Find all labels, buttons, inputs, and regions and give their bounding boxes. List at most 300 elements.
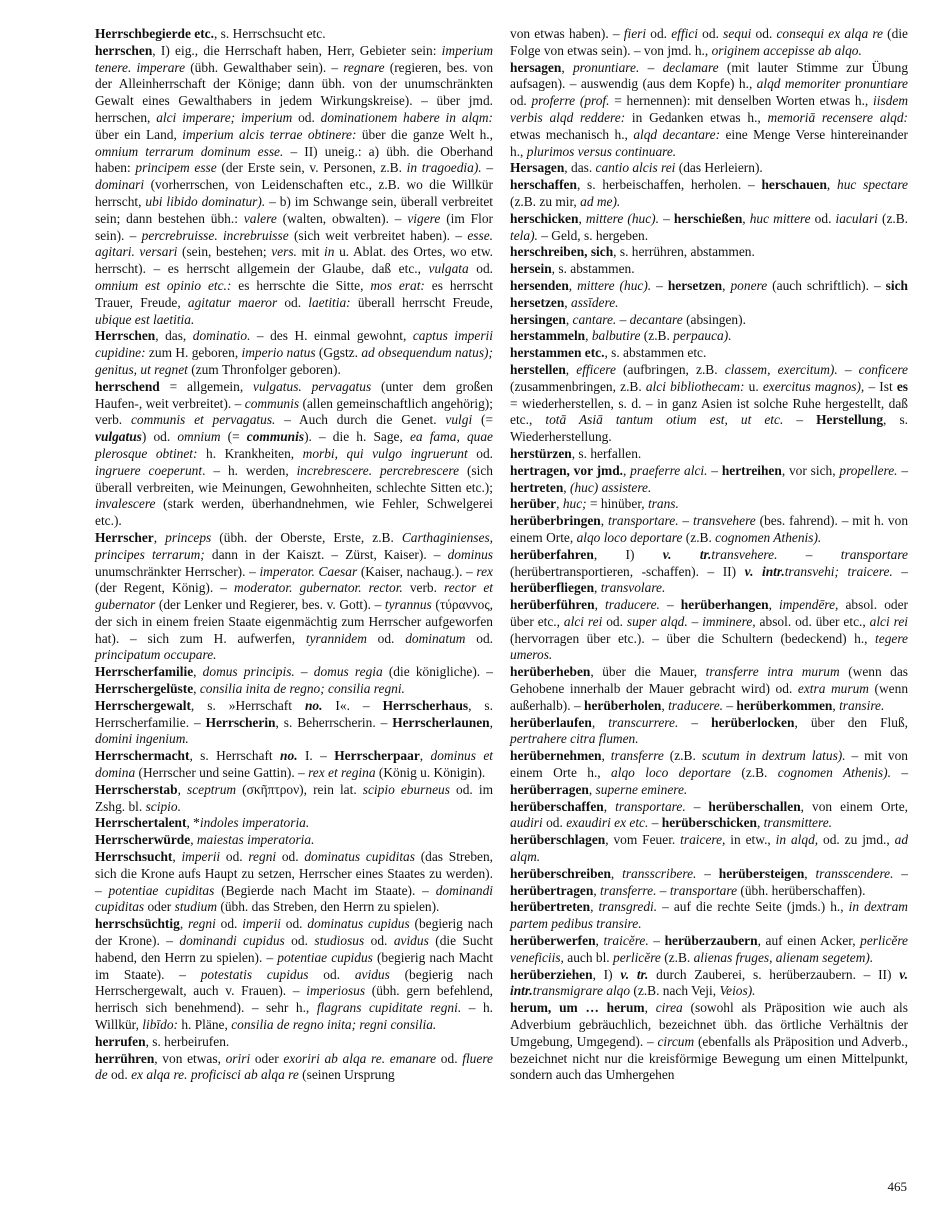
entry-text: – Geld, s. hergeben.	[537, 227, 649, 243]
entry-text: (stark werden, überhandnehmen, wie Fehler, Schwelgerei etc.).	[95, 496, 493, 529]
headword: herüberragen	[510, 781, 589, 797]
entry-text: ,	[193, 664, 203, 680]
entry-text: zum H. geboren,	[145, 345, 242, 361]
dictionary-entry	[510, 799, 908, 833]
entry-text: . – h. werden,	[202, 462, 297, 478]
entry-text: –	[648, 815, 662, 831]
entry-text: –	[687, 613, 703, 629]
entry-text: imperium tenere. imperare	[95, 42, 493, 75]
entry-text: dominatus cupiditas	[304, 849, 415, 865]
entry-text: (übh. das Streben, den Herrn zu spielen).	[217, 899, 440, 915]
headword: no.	[280, 748, 298, 764]
headword: herüberheben	[510, 664, 591, 680]
entry-text: vers.	[271, 244, 297, 260]
headword: Herrschen	[95, 328, 156, 344]
entry-text: (z.B.	[663, 748, 702, 764]
entry-text: ,	[594, 580, 601, 596]
entry-text: über ein Land,	[95, 126, 183, 142]
entry-text: –	[893, 865, 908, 881]
dictionary-entry	[95, 782, 493, 816]
entry-text: Veios).	[719, 983, 756, 999]
entry-text: –	[651, 277, 668, 293]
headword: hertragen, vor jmd.	[510, 462, 623, 478]
entry-text: ponere	[730, 277, 768, 293]
entry-text: perlicĕre veneficiis,	[510, 933, 908, 965]
entry-text: ex alqa re. proficisci ab alqa re	[131, 1067, 299, 1083]
headword: hertreihen	[721, 462, 782, 478]
entry-text: (huc) assistere.	[570, 479, 652, 495]
entry-text: , I)	[593, 546, 663, 562]
dictionary-entry	[510, 26, 908, 60]
entry-text: (im Flor sein). –	[95, 210, 493, 243]
entry-text: tyrannidem	[305, 630, 367, 646]
entry-text: moderator. gubernator. rector.	[234, 580, 403, 596]
entry-text: ,	[826, 177, 838, 193]
headword: no.	[304, 697, 323, 713]
entry-text: vulgi	[445, 412, 473, 428]
entry-text: (z.B. zu mir,	[510, 193, 581, 209]
headword: herrühren	[95, 1050, 155, 1066]
entry-text: transscendere.	[815, 865, 894, 881]
entry-text: mit	[296, 244, 325, 260]
entry-text: u.	[744, 378, 763, 394]
entry-text: mos erat:	[370, 277, 425, 293]
entry-text: balbutire	[591, 328, 641, 344]
headword: herüberlocken	[711, 714, 795, 730]
entry-text: unumschränkter Herrscher). –	[95, 563, 260, 579]
entry-text: huc spectare	[837, 177, 908, 193]
entry-text: ,	[563, 479, 570, 495]
headword: herüberschlagen	[510, 832, 606, 848]
entry-text: avidus	[354, 966, 390, 982]
entry-text: sceptrum	[187, 781, 237, 797]
entry-text: (übh. gern befehlend, herrisch sich benehmend). – sehr h.,	[95, 983, 493, 1016]
headword: Herstellung	[816, 412, 884, 428]
entry-text: regni	[188, 916, 216, 932]
dictionary-entry	[510, 597, 908, 664]
entry-text: proferre (prof.	[531, 93, 610, 109]
entry-text: imperator. Caesar	[259, 563, 358, 579]
entry-text: studium	[174, 899, 218, 915]
entry-text: transvehi; traicere.	[784, 563, 893, 579]
text-column-right	[510, 26, 908, 1084]
dictionary-entry	[95, 26, 493, 43]
entry-text: (der Erste sein, v. Personen, z.B.	[216, 160, 407, 176]
entry-text: od.	[810, 210, 836, 226]
entry-text: impendēre,	[779, 597, 839, 613]
entry-text: valere	[243, 210, 277, 226]
entry-text: –	[696, 865, 719, 881]
dictionary-entry	[95, 815, 493, 832]
entry-text: transferre.	[600, 882, 657, 898]
entry-text: principem esse	[135, 160, 217, 176]
entry-text: (der Lenker und Regierer, bes. v. Gott). –	[155, 597, 385, 613]
entry-text: (bes. fahrend). – mit h. von einem Orte,	[510, 513, 909, 545]
entry-text: , s. herfallen.	[571, 445, 642, 461]
entry-text: indoles imperatoria.	[199, 815, 310, 831]
entry-text: totā Asiā tantum otium est, ut etc.	[545, 412, 784, 428]
entry-text: imperiosus	[306, 983, 366, 999]
entry-text: od.	[510, 93, 532, 109]
entry-text: (σκῆπτρον), rein lat.	[236, 781, 363, 797]
headword: Herrschertalent	[95, 815, 187, 831]
headword: Herrschergewalt	[95, 697, 191, 713]
entry-text: dominationem habere in alqm:	[320, 109, 493, 125]
entry-text: , s. abstammen etc.	[604, 345, 707, 361]
entry-text: (seinen Ursprung	[298, 1067, 395, 1083]
entry-text: –	[723, 697, 737, 713]
dictionary-entry	[510, 160, 908, 177]
entry-text: od.	[646, 26, 672, 41]
entry-text: , s. herbeirufen.	[145, 1033, 230, 1049]
entry-text: (z.B. nach Veji,	[630, 983, 720, 999]
entry-text: od.	[465, 630, 493, 646]
entry-text: I«. –	[322, 697, 383, 713]
headword: v. tr.	[662, 546, 712, 562]
entry-text: , das.	[564, 160, 596, 176]
entry-text: (Begierde nach Macht im Staate). –	[214, 882, 436, 898]
entry-text: = allgemein,	[159, 378, 254, 394]
headword: herschießen	[673, 210, 743, 226]
entry-text: declamare	[662, 59, 719, 75]
entry-text: ingruere coeperunt	[95, 462, 203, 478]
headword: herüberwerfen	[510, 933, 596, 949]
entry-text: studiosus	[314, 933, 365, 949]
entry-text: –	[639, 59, 663, 75]
headword: herschaffen	[510, 177, 577, 193]
headword: herstammeln	[510, 328, 586, 344]
entry-text: ,	[588, 781, 596, 797]
entry-text: –	[685, 798, 709, 814]
headword: herüberzaubern	[664, 933, 758, 949]
entry-text: (übh. herüberschaffen).	[737, 882, 866, 898]
entry-text: (mit lauter Stimme zur Übung aufsagen). – auswendig (aus dem Kopfe) h.,	[510, 59, 909, 92]
entry-text: consequi ex alqa re	[776, 26, 883, 41]
entry-text: alqo loco deportare	[576, 529, 683, 545]
entry-text: ,	[593, 882, 601, 898]
entry-text: (übh. Gewalthaber sein). –	[185, 59, 344, 75]
entry-text: increbrescere. percrebrescere	[296, 462, 460, 478]
dictionary-entry	[510, 832, 908, 866]
entry-text: , s. »Herrschaft	[190, 697, 305, 713]
dictionary-entry	[95, 530, 493, 664]
dictionary-entry	[510, 278, 908, 312]
entry-text: transmigrare alqo	[532, 983, 631, 999]
entry-text: transgredi.	[598, 899, 658, 915]
entry-text: ,	[590, 899, 599, 915]
headword: herstammen etc.	[510, 345, 605, 361]
headword: herstürzen	[510, 445, 572, 461]
entry-text: – II) uneig.: a) übh. die Oberhand haben:	[95, 143, 493, 176]
entry-text: alqo loco deportare	[611, 765, 731, 781]
entry-text: (das Herleiern).	[675, 160, 763, 176]
entry-text: alci imperare; imperium	[156, 109, 293, 125]
entry-text: (zum Thronfolger geboren).	[187, 361, 341, 377]
entry-text: circum	[657, 1033, 695, 1049]
headword: es	[896, 378, 908, 394]
entry-text: , auf einen Acker,	[757, 933, 861, 949]
entry-text: iaculari	[835, 210, 878, 226]
entry-text: etwas mechanisch h.,	[510, 126, 634, 142]
entry-text: transmittere.	[763, 815, 832, 831]
entry-text: alci rei	[563, 613, 603, 629]
entry-text: audiri	[510, 815, 543, 831]
entry-text: = wiederherstellen, s. d. – in ganz Asien ist solche Ruhe hergestellt, daß etc.,	[510, 395, 908, 428]
entry-text: praeferre alci.	[630, 462, 708, 478]
entry-text: ,	[832, 697, 840, 713]
headword: v. intr.	[510, 966, 908, 999]
entry-text: domini ingenium.	[95, 731, 189, 747]
entry-text: od.	[698, 26, 724, 41]
entry-text: morbi, qui vulgo ingruerunt	[302, 445, 468, 461]
entry-text: ,	[595, 933, 604, 949]
dictionary-entry	[510, 312, 908, 329]
entry-text: – auf die rechte Seite (jmds.) h.,	[657, 899, 849, 915]
entry-text: durch Zauberei, s. herüberzaubern. – II)	[648, 966, 900, 982]
entry-text: cognomen Athenis).	[715, 529, 822, 545]
entry-text: od.	[280, 916, 308, 932]
entry-text: auch bl.	[563, 949, 614, 965]
entry-text: h. Krankheiten,	[197, 445, 303, 461]
entry-text: dann in der Kaiszt. – Zürst, Kaiser). –	[204, 546, 448, 562]
headword: Herrscherhaus	[382, 697, 469, 713]
headword: communis	[246, 429, 305, 445]
entry-text: omnium terrarum dominum esse.	[95, 143, 284, 159]
dictionary-entry	[95, 748, 493, 782]
dictionary-entry	[510, 463, 908, 497]
text-column-left	[95, 26, 493, 1084]
headword: Hersagen	[510, 160, 565, 176]
headword: herum, um … herum	[510, 1000, 645, 1016]
entry-text: (hervorragen über etc.). – über die Schultern (bedeckend) h.,	[510, 630, 876, 646]
entry-text: (walten, obwalten). –	[276, 210, 408, 226]
entry-text: Carthaginienses, principes terrarum;	[95, 529, 494, 562]
entry-text: (unter dem großen Haufen-, weit verbreitet). –	[95, 378, 493, 411]
entry-text: ,	[591, 714, 609, 730]
entry-text: ad alqm.	[510, 832, 909, 865]
entry-text: transferre	[610, 748, 664, 764]
entry-text: dominus et domina	[95, 748, 493, 781]
entry-text: , s. herbeischaffen, herholen. –	[576, 177, 762, 193]
dictionary-entry	[510, 715, 908, 749]
headword: Herrscherfamilie	[95, 664, 194, 680]
entry-text: ) od.	[141, 429, 178, 445]
entry-text: – Ist	[864, 378, 897, 394]
entry-text: traducere.	[605, 597, 660, 613]
entry-text: maiestas imperatoria.	[196, 832, 315, 848]
headword: Herrscherstab	[95, 781, 178, 797]
entry-text: od.	[220, 849, 249, 865]
headword: herüberschreiben	[510, 865, 611, 881]
entry-text: , *	[186, 815, 200, 831]
entry-text: principatum occupare.	[95, 647, 217, 663]
headword: Herrscherpaar	[334, 748, 420, 764]
entry-text: von etwas haben). –	[510, 26, 624, 41]
entry-text: scipio.	[145, 798, 181, 814]
entry-text: tela).	[510, 227, 538, 243]
entry-text: ,	[179, 916, 189, 932]
entry-text: ,	[561, 59, 573, 75]
entry-text: imperii	[181, 849, 221, 865]
headword: v. tr.	[620, 966, 649, 982]
entry-text: oder	[250, 1050, 284, 1066]
entry-text: – mit von einem Orte h.,	[510, 748, 908, 781]
entry-text: dominandi cupiditas	[95, 882, 494, 915]
dictionary-entry	[95, 328, 493, 378]
entry-text: absol. oder über etc.,	[510, 597, 908, 629]
entry-text: (König u. Königin).	[375, 765, 486, 781]
entry-text: dominus	[447, 546, 493, 562]
headword: hersetzen	[667, 277, 723, 293]
entry-text: potestatis cupidus	[200, 966, 309, 982]
headword: hersein	[510, 261, 552, 277]
entry-text: imperio natus	[241, 345, 316, 361]
entry-text: , s. Herrschsucht etc.	[213, 26, 326, 41]
headword: herüberführen	[510, 597, 595, 613]
entry-text: (begierig nach Herrschergewalt, auch v. Frauen). –	[95, 966, 493, 999]
headword: herübersteigen	[718, 865, 805, 881]
entry-text: (sein, bestehen;	[177, 244, 272, 260]
entry-text: exaudiri ex etc.	[566, 815, 649, 831]
entry-text: –	[678, 513, 694, 529]
headword: herüberziehen	[510, 966, 593, 982]
entry-text: transportare.	[615, 798, 686, 814]
entry-text: ,	[172, 849, 182, 865]
entry-text: super alqd.	[626, 613, 688, 629]
entry-text: transportare.	[608, 513, 679, 529]
entry-text: (z.B.	[660, 949, 694, 965]
entry-text: ,	[601, 748, 611, 764]
dictionary-entry	[510, 1000, 908, 1084]
dictionary-entry	[95, 916, 493, 1034]
entry-text: dominatio.	[192, 328, 251, 344]
entry-text: transcurrere.	[608, 714, 679, 730]
entry-text: dominatum	[405, 630, 466, 646]
entry-text: od.	[107, 1067, 132, 1083]
entry-text: transvehere	[693, 513, 756, 529]
entry-text: iisdem verbis alqd reddere:	[510, 93, 908, 125]
entry-text: in tragoedia). – dominari	[95, 160, 494, 193]
entry-text: – b) im Schwange sein, überall verbreitet sein; dann bestehen übh.:	[95, 193, 493, 226]
entry-text: esse. agitari. versari	[95, 227, 493, 260]
entry-text: oder	[144, 899, 175, 915]
entry-text: od.	[602, 613, 627, 629]
headword: herüberkommen	[736, 697, 833, 713]
entry-text: od.	[436, 1050, 463, 1066]
entry-text: ad obsequendum natus); genitus, ut regnet	[95, 345, 493, 377]
entry-text: vulgatus. pervagatus	[253, 378, 372, 394]
headword: hersingen	[510, 311, 566, 327]
entry-text: –	[892, 563, 908, 579]
entry-text: , s. herrühren, abstammen.	[613, 244, 755, 260]
dictionary-entry	[510, 244, 908, 261]
entry-text: ,	[565, 311, 573, 327]
entry-text: mittere (huc).	[585, 210, 659, 226]
entry-text: (z.B.	[730, 765, 778, 781]
entry-text: ,	[193, 681, 200, 697]
entry-text: omnium	[177, 429, 221, 445]
entry-text: transire.	[839, 697, 885, 713]
headword: hersenden	[510, 277, 569, 293]
entry-text: decantare	[629, 311, 683, 327]
dictionary-entry	[95, 664, 493, 698]
entry-text: scipio eburneus	[362, 781, 450, 797]
entry-text: –	[890, 765, 909, 781]
entry-text: od.	[276, 849, 305, 865]
entry-text: rex	[476, 563, 493, 579]
entry-text: captus imperii cupidine:	[95, 328, 493, 361]
headword: Herrschergelüste	[95, 681, 194, 697]
entry-text: invalescere	[95, 496, 156, 512]
entry-text: alqd memoriter pronuntiare	[756, 76, 908, 92]
entry-text: transferre intra murum	[705, 664, 840, 680]
entry-text: = hinüber,	[586, 496, 648, 512]
entry-text: (ebenfalls als Präposition und Adverb., bezeichnet nicht nur die kreisförmige Bewegung um einen Mittelpunkt, sondern auch das Umhergehen	[510, 1033, 908, 1083]
entry-text: tyrannus	[384, 597, 432, 613]
headword: herschreiben, sich	[510, 244, 614, 260]
entry-text: plurimos versus continuare.	[526, 143, 677, 159]
headword: hertreten	[510, 479, 564, 495]
entry-text: ,	[768, 597, 780, 613]
entry-text: ad me).	[580, 193, 621, 209]
entry-text: od.	[468, 261, 493, 277]
entry-text: memoriā recensere alqd:	[767, 109, 908, 125]
entry-text: regni	[248, 849, 277, 865]
entry-text: –	[656, 882, 670, 898]
headword: herüberbringen	[510, 513, 601, 529]
entry-text: , von einem Orte,	[800, 798, 908, 814]
entry-text: (vorherrschen, von Leidenschaften etc., z.B. wo die Willkür herrscht,	[95, 177, 493, 209]
entry-text: (wenn außerhalb). –	[510, 681, 909, 713]
headword: v. intr.	[744, 563, 785, 579]
dictionary-entry	[95, 698, 493, 748]
entry-text: alienas fruges, alienam segetem).	[693, 949, 874, 965]
entry-text: rex et regina	[308, 765, 376, 781]
headword: sich hersetzen	[510, 277, 908, 310]
entry-text: tegere umeros.	[510, 630, 908, 663]
entry-text: (herübertransportieren, -schaffen). – II)	[510, 563, 745, 579]
headword: herrschend	[95, 378, 160, 394]
entry-text: –	[659, 597, 681, 613]
dictionary-entry	[510, 345, 908, 362]
entry-text: , von etwas,	[154, 1050, 226, 1066]
entry-text: , s. Wiederherstellung.	[510, 412, 908, 445]
entry-text: eine Menge Verse hintereinander h.,	[510, 126, 908, 159]
entry-text: scutum in dextrum latus).	[701, 748, 846, 764]
entry-text: in alqd,	[775, 832, 819, 848]
entry-text: assīdere.	[571, 294, 619, 310]
entry-text: dominatus cupidus	[307, 916, 410, 932]
entry-text: (die königliche). –	[382, 664, 494, 680]
entry-text: (absingen).	[682, 311, 746, 327]
entry-text: imperii	[242, 916, 281, 932]
entry-text: –	[783, 412, 817, 428]
entry-text: (zusammenbringen, z.B.	[510, 378, 646, 394]
headword: herüberschaffen	[510, 798, 604, 814]
entry-text: alqd decantare:	[633, 126, 721, 142]
headword: Herrscher	[95, 529, 154, 545]
entry-text: –	[294, 664, 314, 680]
entry-text: cantare.	[572, 311, 617, 327]
page-number: 465	[887, 1179, 907, 1194]
entry-text: (Ggstz.	[315, 345, 362, 361]
entry-text: od. zu jmd.,	[818, 832, 895, 848]
entry-text: ,	[804, 865, 816, 881]
headword: herübertragen	[510, 882, 594, 898]
entry-text: = hernennen): mit denselben Worten etwas h.,	[609, 93, 874, 109]
entry-text: –	[659, 210, 674, 226]
headword: herüberhangen	[680, 597, 769, 613]
